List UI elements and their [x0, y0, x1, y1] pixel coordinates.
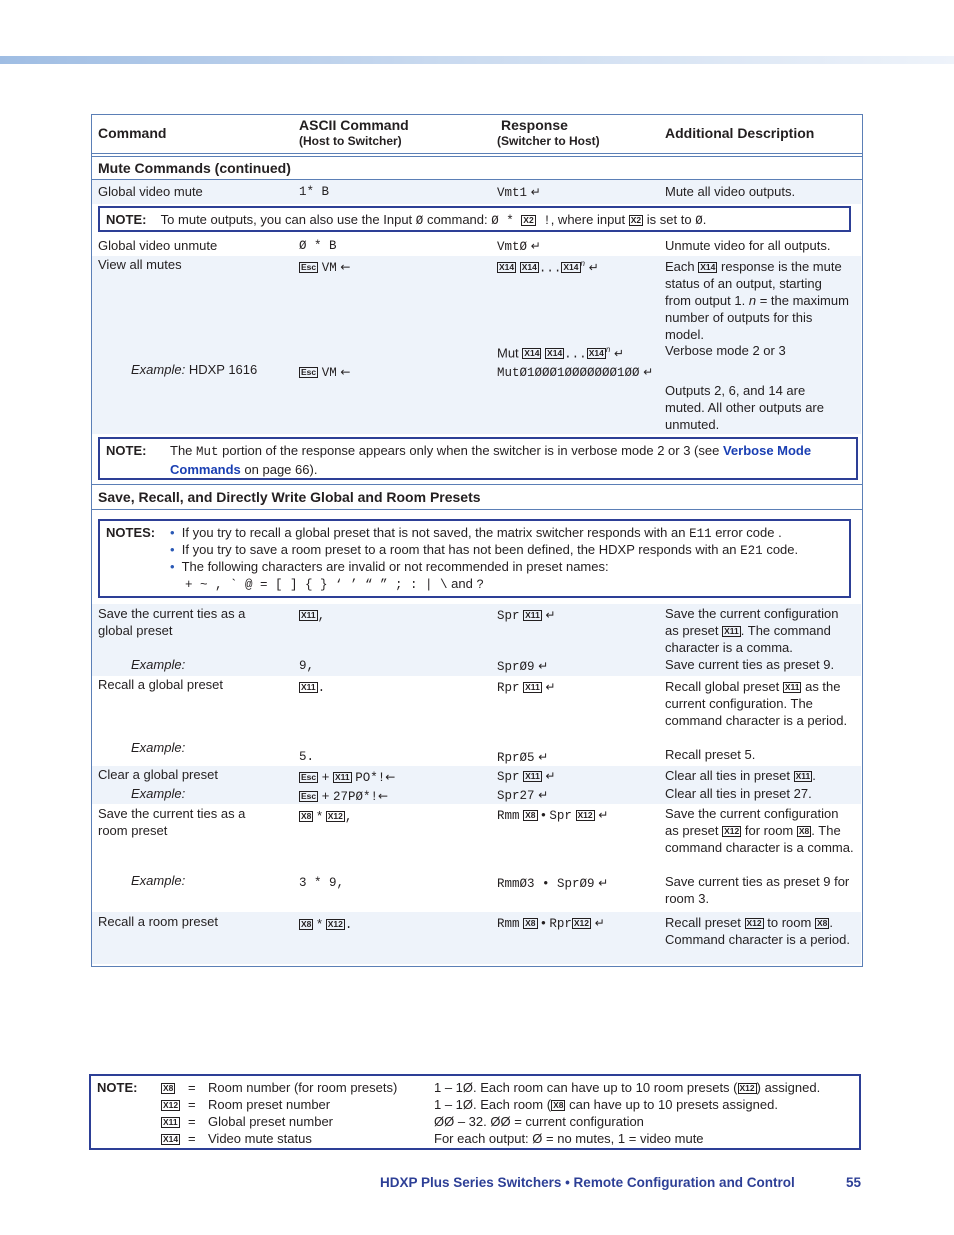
- header-ascii-sub: (Host to Switcher): [299, 134, 402, 148]
- left-arrow-icon: ←: [340, 260, 351, 274]
- return-icon: ↵: [613, 346, 624, 361]
- left-arrow-icon: ←: [377, 789, 389, 803]
- legend-eq: =: [188, 1080, 196, 1095]
- example-save-global-desc: Save current ties as preset 9.: [665, 657, 835, 672]
- note-verbose-text: The Mut portion of the response appears only when the switcher is in verbose mode 2 or 3 (see Verbose Mode Commands on page 66).: [170, 443, 812, 477]
- row-global-mute-response: Vmt1 ↵: [497, 185, 541, 200]
- row-view-mutes-verbose-desc: Verbose mode 2 or 3: [665, 343, 786, 358]
- header-description: Additional Description: [665, 125, 815, 141]
- row-recall-global-response: Rpr X11 ↵: [497, 680, 556, 695]
- return-icon: ↵: [643, 365, 654, 379]
- row-recall-room-ascii: X8 * X12 .: [301, 916, 353, 932]
- return-icon: ↵: [588, 260, 599, 275]
- row-global-unmute-response: VmtØ ↵: [497, 239, 541, 254]
- row-recall-global-desc: Recall global preset X11 as the current configuration. The command character is a period.: [665, 679, 848, 728]
- example-clear-global-response: Spr27 ↵: [497, 788, 549, 803]
- row-global-mute-command: Global video mute: [98, 184, 203, 199]
- return-icon: ↵: [598, 876, 609, 890]
- legend-value-room-number: 1 – 1Ø. Each room can have up to 10 room presets ( X12 ) assigned.: [434, 1080, 821, 1095]
- row-global-unmute-command: Global video unmute: [98, 238, 218, 253]
- example-view-mutes: Example: HDXP 1616: [131, 362, 258, 377]
- legend-eq: =: [188, 1097, 196, 1112]
- header-divider-2: [92, 156, 862, 157]
- header-ascii: ASCII Command: [299, 117, 409, 133]
- return-icon: ↵: [530, 185, 541, 199]
- return-icon: ↵: [545, 680, 556, 694]
- return-icon: ↵: [538, 750, 549, 764]
- return-icon: ↵: [545, 769, 556, 783]
- verbose-mode-link[interactable]: Verbose Mode Commands: [170, 443, 812, 477]
- example-save-room-label: Example:: [131, 873, 186, 888]
- row-view-mutes-response: X14 X14 ... X14 $^n$ ↵: [499, 259, 599, 276]
- legend-eq: =: [188, 1114, 196, 1129]
- header-response: Response: [501, 117, 568, 133]
- example-clear-global-label: Example:: [131, 786, 186, 801]
- legend-var-mute-status: X14: [163, 1134, 179, 1144]
- footer-page-number: 55: [846, 1175, 862, 1190]
- row-clear-global-desc: Clear all ties in preset X11 .: [665, 768, 816, 783]
- return-icon: ↵: [538, 659, 549, 673]
- example-save-global-ascii: 9,: [299, 659, 315, 673]
- legend-name-global-preset: Global preset number: [208, 1114, 334, 1129]
- example-view-mutes-ascii: Esc VM ←: [301, 365, 351, 380]
- section-title-presets: Save, Recall, and Directly Write Global and Room Presets: [98, 489, 481, 505]
- row-recall-room-response: Rmm X8 • Rpr X12 ↵: [497, 915, 605, 931]
- row-global-unmute-ascii: Ø * B: [299, 239, 337, 253]
- header-command: Command: [98, 125, 167, 141]
- example-clear-global-ascii: Esc + 27PØ*!←: [301, 788, 389, 804]
- example-save-global-label: Example:: [131, 657, 186, 672]
- row-recall-global-ascii: X11 .: [301, 681, 326, 695]
- legend-var-global-preset: X11: [163, 1117, 178, 1127]
- row-clear-global-ascii: Esc + X11 PO*!←: [301, 769, 396, 785]
- legend-value-room-preset: 1 – 1Ø. Each room ( X8 can have up to 10 presets assigned.: [434, 1097, 778, 1112]
- return-icon: ↵: [594, 916, 605, 930]
- note-input-mute: NOTE: To mute outputs, you can also use the Input Ø command: Ø * X2 !, where input X2 is set to Ø.: [106, 212, 707, 228]
- row-recall-room-desc: Recall preset X12 to room X8 . Command character is a period.: [665, 915, 850, 947]
- notes-bullet-2: • If you try to save a room preset to a room that has not been defined, the HDXP responds with an E21 code.: [170, 542, 799, 558]
- row-view-mutes-command: View all mutes: [98, 257, 182, 272]
- example-view-mutes-desc: Outputs 2, 6, and 14 are muted. All other outputs are unmuted.: [665, 383, 824, 432]
- legend-value-global-preset: ØØ – 32. ØØ = current configuration: [434, 1114, 644, 1129]
- row-save-room-command: Save the current ties as a room preset: [98, 806, 246, 838]
- example-clear-global-desc: Clear all ties in preset 27.: [665, 786, 812, 801]
- row-recall-global-command: Recall a global preset: [98, 677, 224, 692]
- legend-var-room-preset: X12: [163, 1100, 179, 1110]
- section-divider: [92, 509, 862, 510]
- example-recall-global-ascii: 5.: [299, 750, 315, 764]
- notes-bullet-3: • The following characters are invalid or not recommended in preset names:: [170, 559, 609, 574]
- row-global-mute-ascii: 1* B: [299, 185, 330, 199]
- section-divider: [92, 484, 862, 485]
- legend-name-room-number: Room number (for room presets): [208, 1080, 398, 1095]
- legend-name-room-preset: Room preset number: [208, 1097, 331, 1112]
- legend-var-room-number: X8: [163, 1083, 174, 1093]
- example-save-global-response: SprØ9 ↵: [497, 659, 549, 674]
- row-save-room-response: Rmm X8 • Spr X12 ↵: [497, 807, 609, 823]
- header-response-sub: (Switcher to Host): [497, 134, 600, 148]
- row-global-unmute-desc: Unmute video for all outputs.: [665, 238, 831, 253]
- example-recall-global-label: Example:: [131, 740, 186, 755]
- example-recall-global-response: RprØ5 ↵: [497, 750, 549, 765]
- legend-eq: =: [188, 1131, 196, 1146]
- row-recall-room-command: Recall a room preset: [98, 914, 218, 929]
- top-gradient-bar: [0, 56, 954, 64]
- footer-title: HDXP Plus Series Switchers • Remote Configuration and Control: [380, 1175, 795, 1190]
- note-verbose-label: NOTE:: [106, 443, 147, 458]
- notes-invalid-chars: + ~ , ` @ = [ ] { } ‘ ’ “ ” ; : | \ and ?: [185, 576, 485, 592]
- row-global-mute-desc: Mute all video outputs.: [665, 184, 796, 199]
- row-save-global-response: Spr X11 ↵: [497, 608, 556, 623]
- example-save-room-response: RmmØ3 • SprØ9 ↵: [497, 876, 609, 891]
- left-arrow-icon: ←: [340, 365, 351, 379]
- row-clear-global-command: Clear a global preset: [98, 767, 218, 782]
- return-icon: ↵: [545, 608, 556, 622]
- example-recall-global-desc: Recall preset 5.: [665, 747, 756, 762]
- return-icon: ↵: [530, 239, 541, 253]
- return-icon: ↵: [538, 788, 549, 802]
- notes-bullet-1: • If you try to recall a global preset that is not saved, the matrix switcher responds with an E11 error code .: [170, 525, 782, 541]
- row-save-global-ascii: X11 ,: [301, 609, 326, 623]
- row-save-room-desc: Save the current configuration as preset X12 for room X8 . The command character is a comma.: [665, 806, 854, 855]
- row-save-room-ascii: X8 * X12 ,: [301, 808, 353, 824]
- left-arrow-icon: ←: [385, 770, 396, 784]
- row-clear-global-response: Spr X11 ↵: [497, 769, 556, 784]
- header-divider: [92, 153, 862, 154]
- row-save-global-desc: Save the current configuration as preset X11 . The command character is a comma.: [665, 606, 839, 655]
- example-save-room-ascii: 3 * 9,: [299, 876, 345, 890]
- notes-presets-label: NOTES:: [106, 525, 156, 540]
- legend-label: NOTE:: [97, 1080, 138, 1095]
- row-view-mutes-ascii: Esc VM ←: [301, 260, 351, 275]
- row-view-mutes-verbose-response: Mut X14 X14 ... X14 $^n$ ↵: [497, 345, 624, 362]
- row-view-mutes-desc: Each X14 response is the mute status of an output, starting from output 1. n = the maximum number of outputs for this model.: [665, 259, 849, 342]
- section-title-mute: Mute Commands (continued): [98, 160, 291, 176]
- example-save-room-desc: Save current ties as preset 9 for room 3.: [665, 874, 850, 906]
- example-view-mutes-response: MutØ1ØØØ1ØØØØØØØ1ØØ ↵: [497, 365, 654, 380]
- legend-name-mute-status: Video mute status: [208, 1131, 312, 1146]
- row-save-global-command: Save the current ties as a global preset: [98, 606, 246, 638]
- legend-value-mute-status: For each output: Ø = no mutes, 1 = video mute: [434, 1131, 704, 1146]
- return-icon: ↵: [598, 808, 609, 822]
